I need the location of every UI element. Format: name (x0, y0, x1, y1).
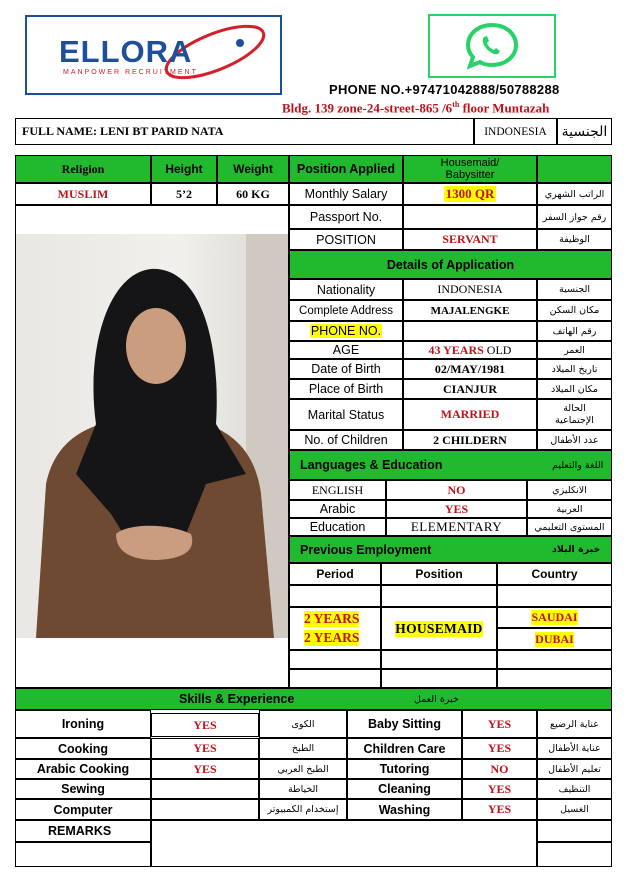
passport-value (403, 205, 537, 229)
height-value: 5’2 (151, 183, 217, 205)
skill-label-ar: التنظيف (537, 779, 612, 799)
emp-blank-3 (497, 585, 612, 607)
phone-label: PHONE NO. (310, 324, 382, 338)
age-suffix: OLD (483, 342, 512, 357)
passport-label: Passport No. (289, 205, 403, 229)
dob-label: Date of Birth (289, 359, 403, 379)
passport-ar: رقم جواز السفر (537, 205, 612, 229)
skill-value: YES (151, 759, 259, 779)
period-header: Period (289, 563, 381, 585)
skill-value: NO (462, 759, 537, 779)
nationality-label: Nationality (289, 279, 403, 300)
address-line (282, 100, 549, 116)
skill-label-ar: الطبخ (259, 738, 347, 759)
education-label: Education (289, 518, 386, 536)
emp-blank-2 (381, 585, 497, 607)
emp-position-cell (381, 607, 497, 650)
logo-subtitle: MANPOWER RECRUITMENT (63, 69, 198, 76)
age-ar: العمر (537, 341, 612, 359)
pob-value: CIANJUR (403, 379, 537, 399)
logo-text: ELLORA (59, 34, 193, 69)
position-applied-header: Position Applied (289, 155, 403, 183)
position-label: POSITION (289, 229, 403, 250)
emp-blank-5 (381, 650, 497, 669)
monthly-salary-value-cell (403, 183, 537, 205)
skill-label: Ironing (15, 710, 151, 738)
skill-label: Arabic Cooking (15, 759, 151, 779)
emp-blank-7 (289, 669, 381, 688)
skill-label: Children Care (347, 738, 462, 759)
arabic-ar: العربية (527, 500, 612, 518)
skill-label-ar: الخياطة (259, 779, 347, 799)
pob-ar: مكان الميلاد (537, 379, 612, 399)
phone-label-cell (289, 321, 403, 341)
emp-position-value: HOUSEMAID (395, 620, 483, 636)
height-header: Height (151, 155, 217, 183)
skill-value: YES (462, 799, 537, 820)
remarks-blank-3 (537, 842, 612, 867)
address-sup: th (452, 100, 460, 109)
education-ar: المستوى التعليمي (527, 518, 612, 536)
name-row-nationality-ar: الجنسية (557, 118, 612, 145)
address-value: MAJALENGKE (403, 300, 537, 321)
remarks-blank-1 (15, 842, 151, 867)
skill-label-ar: عناية الأطفال (537, 738, 612, 759)
full-name: FULL NAME: LENI BT PARID NATA (15, 118, 474, 145)
skill-label-ar: الكوى (259, 710, 347, 738)
skill-label-ar: عناية الرضيع (537, 710, 612, 738)
skill-value: YES (462, 710, 537, 738)
emp-blank-1 (289, 585, 381, 607)
emp-blank-8 (381, 669, 497, 688)
dob-value: 02/MAY/1981 (403, 359, 537, 379)
whatsapp-logo (428, 14, 556, 78)
marital-ar: الحالة الإجتماعية (537, 399, 612, 430)
logo-box (25, 15, 282, 95)
address-text: Bldg. 139 zone-24-street-865 /6 (282, 100, 453, 116)
emp-position-header: Position (381, 563, 497, 585)
arabic-label: Arabic (289, 500, 386, 518)
candidate-photo (16, 234, 288, 638)
skills-header (15, 688, 612, 710)
skills-title-ar: خبرة العمل (414, 693, 459, 705)
emp-country-2: DUBAI (535, 631, 574, 646)
position-value: SERVANT (403, 229, 537, 250)
employment-title-ar: خبرة البلاد (552, 544, 601, 555)
skill-label: Sewing (15, 779, 151, 799)
age-value-cell (403, 341, 537, 359)
employment-header (289, 536, 612, 563)
skill-label-ar: تعليم الأطفال (537, 759, 612, 779)
age-value: 43 YEARS (428, 342, 484, 357)
monthly-salary-value: 1300 QR (445, 186, 495, 201)
languages-title-ar: اللغة والتعليم (552, 459, 604, 471)
skill-label: Cooking (15, 738, 151, 759)
emp-country-2-cell (497, 628, 612, 650)
emp-country-1-cell (497, 607, 612, 628)
emp-period-cell (289, 607, 381, 650)
monthly-salary-label: Monthly Salary (289, 183, 403, 205)
remarks-value (151, 820, 537, 867)
english-value: NO (386, 480, 527, 500)
emp-period-1: 2 YEARS (304, 611, 360, 626)
emp-blank-4 (289, 650, 381, 669)
age-label: AGE (289, 341, 403, 359)
remarks-blank-2 (537, 820, 612, 842)
languages-header (289, 450, 612, 480)
religion-value: MUSLIM (15, 183, 151, 205)
skill-value: YES (462, 738, 537, 759)
marital-label: Marital Status (289, 399, 403, 430)
skill-value: YES (462, 779, 537, 799)
name-row-nationality: INDONESIA (474, 118, 557, 145)
emp-country-1: SAUDAI (531, 610, 578, 624)
children-label: No. of Children (289, 430, 403, 450)
position-ar: الوظيفة (537, 229, 612, 250)
employment-title: Previous Employment (300, 542, 432, 557)
skill-label: Baby Sitting (347, 710, 462, 738)
skill-label-ar: الطبخ العربي (259, 759, 347, 779)
phone-ar: رقم الهاتف (537, 321, 612, 341)
phone-line: PHONE NO.+97471042888/50788288 (329, 82, 560, 97)
dob-ar: تاريخ الميلاد (537, 359, 612, 379)
marital-value: MARRIED (403, 399, 537, 430)
english-ar: الانكليزي (527, 480, 612, 500)
skill-label: Washing (347, 799, 462, 820)
header-blank (537, 155, 612, 183)
arabic-value: YES (386, 500, 527, 518)
english-label: ENGLISH (289, 480, 386, 500)
emp-period-2: 2 YEARS (304, 630, 360, 645)
weight-value: 60 KG (217, 183, 289, 205)
children-ar: عدد الأطفال (537, 430, 612, 450)
emp-blank-6 (497, 650, 612, 669)
skill-value: YES (151, 738, 259, 759)
address-label: Complete Address (289, 300, 403, 321)
skill-label-ar: الغسيل (537, 799, 612, 820)
education-value: ELEMENTARY (386, 518, 527, 536)
nationality-value: INDONESIA (403, 279, 537, 300)
nationality-ar: الجنسية (537, 279, 612, 300)
skill-value (151, 779, 259, 799)
skill-label-ar: إستخدام الكمبيوتر (259, 799, 347, 820)
weight-header: Weight (217, 155, 289, 183)
monthly-salary-ar: الراتب الشهري (537, 183, 612, 205)
country-header: Country (497, 563, 612, 585)
skill-label: Computer (15, 799, 151, 820)
address-ar: مكان السكن (537, 300, 612, 321)
religion-header: Religion (15, 155, 151, 183)
pob-label: Place of Birth (289, 379, 403, 399)
phone-value (403, 321, 537, 341)
remarks-label: REMARKS (15, 820, 151, 842)
candidate-photo-image (16, 234, 288, 638)
details-header: Details of Application (289, 250, 612, 279)
skills-title: Skills & Experience (179, 692, 295, 706)
skill-value: YES (151, 713, 259, 737)
skill-value (151, 799, 259, 820)
skill-label: Cleaning (347, 779, 462, 799)
skill-label: Tutoring (347, 759, 462, 779)
whatsapp-icon (462, 21, 522, 71)
children-value: 2 CHILDERN (403, 430, 537, 450)
address-text-end: floor Muntazah (459, 100, 550, 116)
housemaid-header: Housemaid/ Babysitter (403, 155, 537, 183)
languages-title: Languages & Education (300, 458, 443, 472)
emp-blank-9 (497, 669, 612, 688)
